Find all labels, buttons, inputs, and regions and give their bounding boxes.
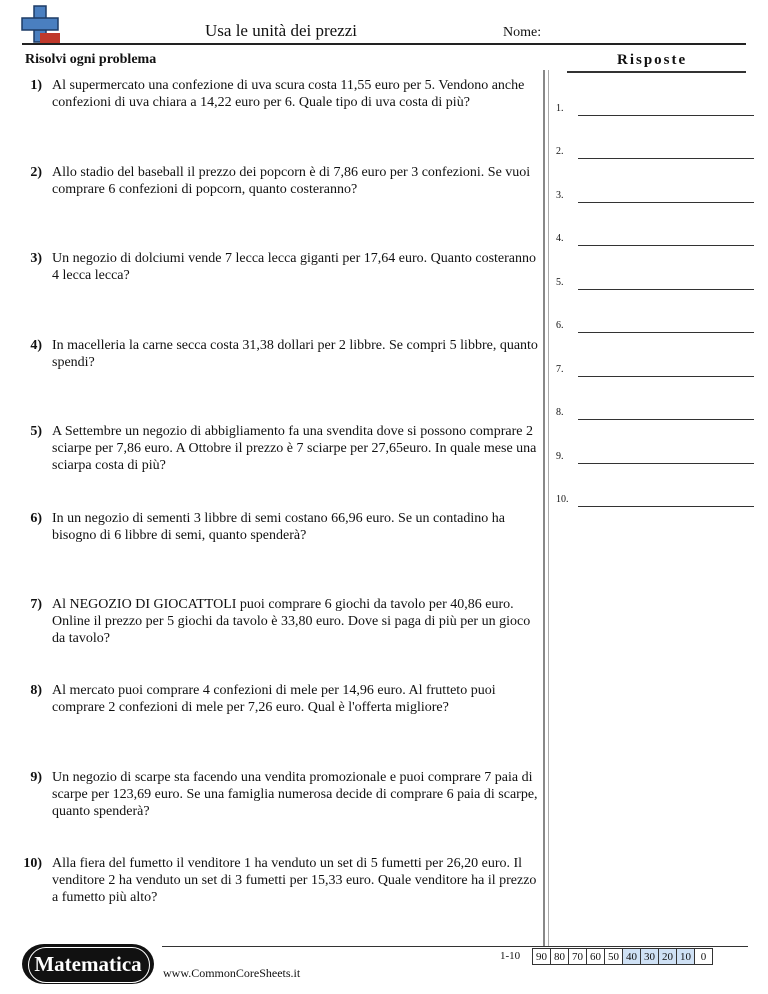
score-cell: 10 [677, 949, 695, 965]
answer-label: 8. [556, 407, 564, 418]
score-cell: 0 [695, 949, 713, 965]
answer-line-9[interactable] [556, 444, 756, 464]
answer-label: 10. [556, 494, 569, 505]
column-divider [543, 70, 545, 946]
problem-10 [20, 855, 540, 906]
problem-number: 8) [30, 683, 42, 698]
problem-text: Un negozio di scarpe sta facendo una vendita promozionale e puoi comprare 7 paia di scarpe per 123,69 euro. Se una famiglia numerosa decide di comprare 6 paia di scarpe, quanto spenderà? [52, 770, 538, 819]
problem-2 [20, 164, 540, 198]
plus-logo-icon [20, 4, 60, 44]
problem-4 [20, 337, 540, 371]
answer-underline [578, 115, 754, 116]
problem-text: Allo stadio del baseball il prezzo dei popcorn è di 7,86 euro per 3 confezioni. Se vuoi comprare 6 confezioni di popcorn, quanto costeranno? [52, 165, 531, 197]
problem-number: 4) [30, 338, 42, 353]
answer-line-6[interactable] [556, 313, 756, 333]
answer-underline [578, 376, 754, 377]
answer-line-3[interactable] [556, 183, 756, 203]
answer-label: 9. [556, 451, 564, 462]
answers-rule [567, 71, 746, 73]
answer-underline [578, 289, 754, 290]
name-label: Nome: [503, 25, 542, 40]
score-cell: 30 [641, 949, 659, 965]
answer-label: 1. [556, 103, 564, 114]
answer-label: 5. [556, 277, 564, 288]
answer-line-7[interactable] [556, 357, 756, 377]
header-rule [22, 43, 746, 45]
problem-text: In macelleria la carne secca costa 31,38 dollari per 2 libbre. Se compri 5 libbre, quanto spendi? [52, 338, 538, 370]
answer-line-1[interactable] [556, 96, 756, 116]
score-cell: 40 [623, 949, 641, 965]
brand-badge-border [28, 947, 150, 983]
problem-number: 7) [30, 597, 42, 612]
answer-label: 2. [556, 146, 564, 157]
problem-number: 9) [30, 770, 42, 785]
problem-text: In un negozio di sementi 3 libbre di semi costano 66,96 euro. Se un contadino ha bisogno di 6 libbre di semi, quanto spenderà? [52, 511, 505, 543]
answer-underline [578, 245, 754, 246]
answer-label: 6. [556, 320, 564, 331]
answer-underline [578, 419, 754, 420]
answer-label: 3. [556, 190, 564, 201]
problem-number: 2) [30, 165, 42, 180]
score-range-label: 1-10 [500, 950, 521, 962]
problem-text: Alla fiera del fumetto il venditore 1 ha venduto un set di 5 fumetti per 26,20 euro. Il venditore 2 ha venduto un set di 3 fumetti per 15,33 euro. Quale venditore ha il prezzo a fumetto più alto? [52, 856, 537, 905]
problem-number: 3) [30, 251, 42, 266]
answer-label: 4. [556, 233, 564, 244]
answer-underline [578, 506, 754, 507]
score-cell: 80 [551, 949, 569, 965]
answers-heading: Risposte [617, 52, 688, 68]
score-table [532, 948, 713, 965]
column-divider-inner [548, 70, 549, 946]
score-cell: 70 [569, 949, 587, 965]
problem-7 [20, 596, 540, 647]
answer-line-5[interactable] [556, 270, 756, 290]
answer-underline [578, 158, 754, 159]
instructions: Risolvi ogni problema [25, 52, 157, 67]
problem-text: Al supermercato una confezione di uva scura costa 11,55 euro per 5. Vendono anche confezioni di uva chiara a 14,22 euro per 6. Quale tipo di uva costa di più? [52, 78, 525, 110]
problem-5 [20, 423, 540, 474]
answer-underline [578, 202, 754, 203]
answer-line-10[interactable] [556, 487, 756, 507]
problem-number: 1) [30, 78, 42, 93]
brand-badge: Matematica [22, 944, 154, 984]
score-cell: 20 [659, 949, 677, 965]
problem-text: Un negozio di dolciumi vende 7 lecca lecca giganti per 17,64 euro. Quanto costeranno 4 lecca lecca? [52, 251, 536, 283]
answer-underline [578, 463, 754, 464]
problem-text: A Settembre un negozio di abbigliamento fa una svendita dove si possono comprare 2 sciarpe per 7,86 euro. A Ottobre il prezzo è 7 sciarpe per 27,65euro. In quale mese una sciarpa costa di più? [52, 424, 537, 473]
problem-number: 6) [30, 511, 42, 526]
page-title: Usa le unità dei prezzi [205, 21, 357, 40]
answer-label: 7. [556, 364, 564, 375]
answer-line-8[interactable] [556, 400, 756, 420]
score-cell: 90 [533, 949, 551, 965]
problem-text: Al mercato puoi comprare 4 confezioni di mele per 14,96 euro. Al frutteto puoi comprare 2 confezioni di mele per 7,26 euro. Qual è l'offerta migliore? [52, 683, 496, 715]
answer-line-2[interactable] [556, 139, 756, 159]
problem-text: Al NEGOZIO DI GIOCATTOLI puoi comprare 6 giochi da tavolo per 40,86 euro. Online il prezzo per 5 giochi da tavolo è 33,80 euro. Dove si paga di più per un gioco da tavolo? [52, 597, 531, 646]
problem-6 [20, 510, 540, 544]
problem-1 [20, 77, 540, 111]
problem-9 [20, 769, 540, 820]
answer-underline [578, 332, 754, 333]
answer-line-4[interactable] [556, 226, 756, 246]
problem-3 [20, 250, 540, 284]
problem-number: 10) [23, 856, 42, 871]
footer-rule [162, 946, 748, 947]
problem-8 [20, 682, 540, 716]
problem-number: 5) [30, 424, 42, 439]
score-cell: 50 [605, 949, 623, 965]
score-cell: 60 [587, 949, 605, 965]
website-link[interactable]: www.CommonCoreSheets.it [163, 966, 301, 980]
